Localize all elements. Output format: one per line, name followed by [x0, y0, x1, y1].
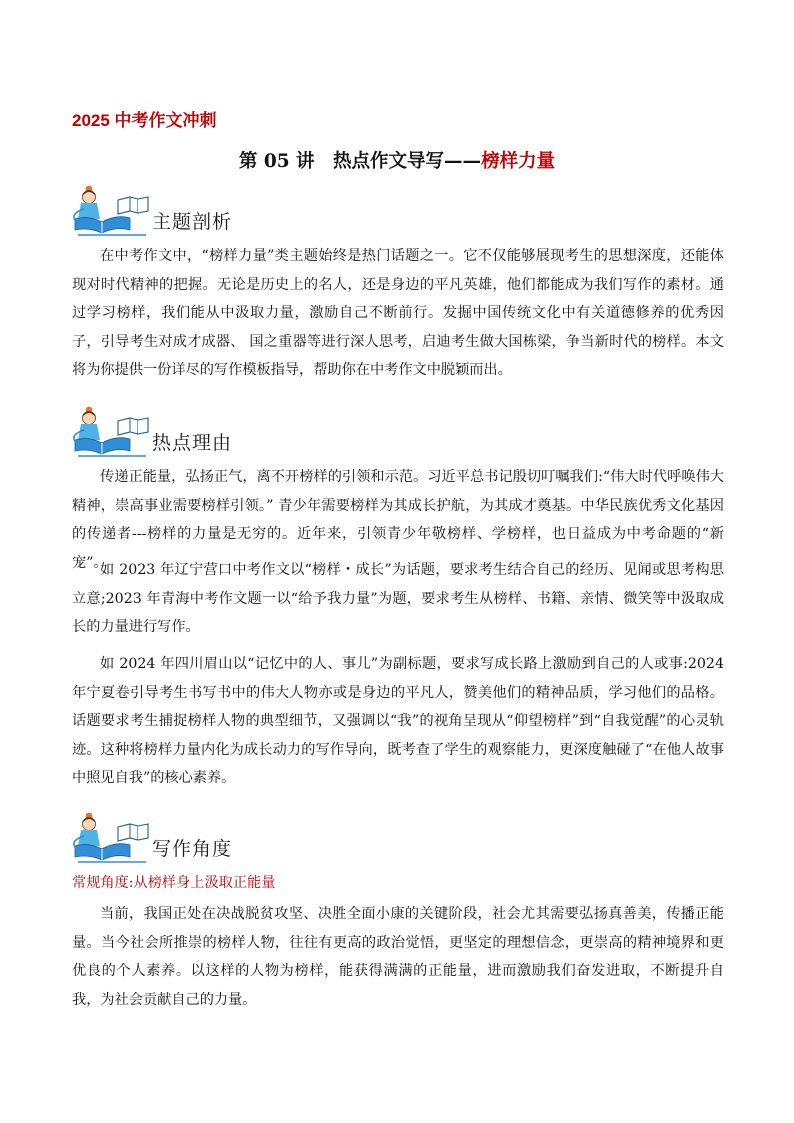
lecture-title: [0, 147, 794, 173]
section-heading-analysis: [72, 185, 272, 237]
reading-girl-book-icon: [72, 812, 154, 864]
section-heading-reason: [72, 406, 272, 458]
section-heading-title: 写作角度: [152, 838, 233, 860]
section-heading-angle: [72, 812, 272, 864]
lecture-title-highlight: 榜样力量: [481, 151, 556, 172]
section-heading-title: 主题剖析: [152, 211, 233, 233]
angle-subheading: 常规角度:从榜样身上汲取正能量: [72, 875, 276, 891]
paragraph: 当前，我国正处在决战脱贫攻坚、决胜全面小康的关键阶段，社会尤其需要弘扬真善美，传播正能量。当今社会所推崇的榜样人物，往往有更高的政治觉悟，更坚定的理想信念，更崇高的精神境界和更优良的个人素养。以这样的人物为榜样，能获得满满的正能量，进而激励我们奋发进取，不断提升自我，为社会贡献自己的力量。: [72, 906, 724, 1008]
reading-girl-book-icon: [72, 185, 154, 237]
paragraph: 在中考作文中，“榜样力量”类主题始终是热门话题之一。它不仅能够展现考生的思想深度，还能体现对时代精神的把握。无论是历史上的名人，还是身边的平凡英雄，他们都能成为我们写作的素材。通过学习榜样，我们能从中汲取力量，激励自己不断前行。发掘中国传统文化中有关道德修养的优秀因子，引导考生对成才成器、 国之重器等进行深人思考，启迪考生做大国栋梁，争当新时代的榜样。本文将为你提供一份详尽的写作模板指导，帮助你在中考作文中脱颖而出。: [72, 248, 724, 378]
lecture-title-main: 第 05 讲 热点作文导写——: [238, 151, 482, 172]
reading-girl-book-icon: [72, 406, 154, 458]
series-title: 2025 中考作文冲刺: [72, 111, 217, 130]
paragraph: 如 2024 年四川眉山以“记忆中的人、事儿”为副标题，要求写成长路上激励到自己的人或事:2024 年宁夏卷引导考生书写书中的伟大人物亦或是身边的平凡人，赞美他们的精神品质，学习他们的品格。话题要求考生捕捉榜样人物的典型细节，又强调以“我”的视角呈现从“仰望榜样”到“自我觉醒”的心灵轨迹。这种将榜样力量内化为成长动力的写作导向，既考查了学生的观察能力，更深度触碰了“在他人故事中照见自我”的核心素养。: [72, 656, 724, 786]
paragraph: 传递正能量，弘扬正气，离不开榜样的引领和示范。习近平总书记殷切叮嘱我们:“伟大时代呼唤伟大精神，崇高事业需要榜样引领。” 青少年需要榜样为其成长护航，为其成才奠基。中华民族优秀文化基因的传递者---榜样的力量是无穷的。近年来，引领青少年敬榜样、学榜样，也日益成为中考命题的“新宠”。: [72, 469, 724, 571]
section-heading-title: 热点理由: [152, 432, 233, 454]
paragraph: 如 2023 年辽宁营口中考作文以“榜样・成长”为话题，要求考生结合自己的经历、见闻或思考构思立意;2023 年青海中考作文题一以“给予我力量”为题，要求考生从榜样、书籍、亲情、微笑等中汲取成长的力量进行写作。: [72, 562, 724, 635]
